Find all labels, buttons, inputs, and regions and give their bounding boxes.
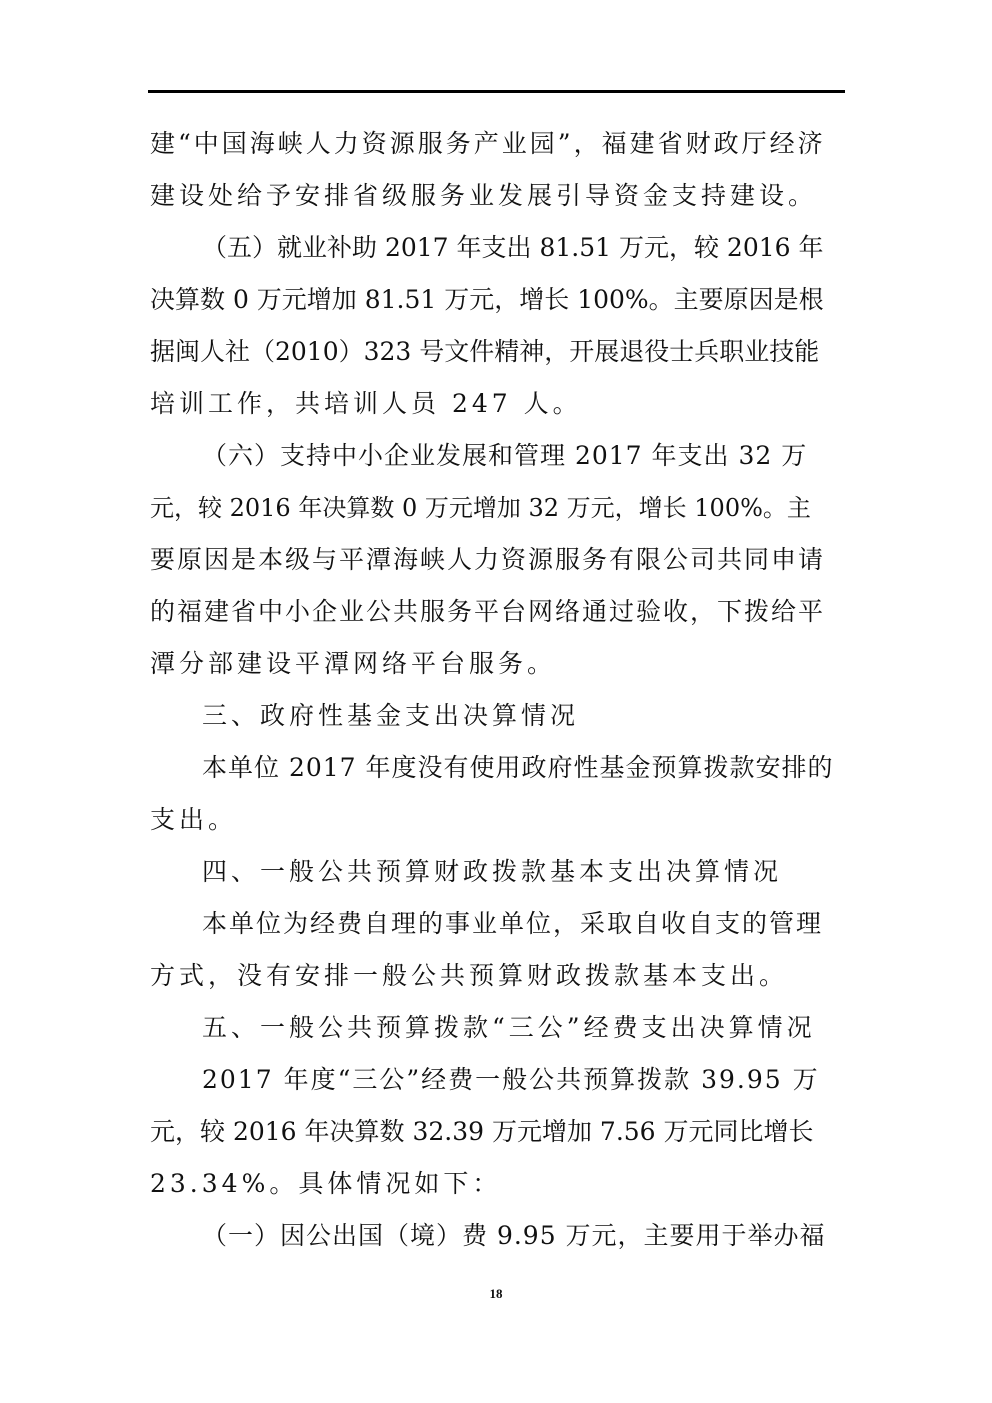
text-line: 要原因是本级与平潭海峡人力资源服务有限公司共同申请	[150, 545, 826, 574]
text-line: 方式，没有安排一般公共预算财政拨款基本支出。	[150, 961, 789, 990]
paragraph-start: 本单位 2017 年度没有使用政府性基金预算拨款安排的	[202, 753, 834, 782]
text-line: 建“中国海峡人力资源服务产业园”，福建省财政厅经济	[150, 129, 826, 158]
section-heading: 四、一般公共预算财政拨款基本支出决算情况	[202, 857, 783, 886]
text-line: 潭分部建设平潭网络平台服务。	[150, 649, 557, 678]
section-heading: 五、一般公共预算拨款“三公”经费支出决算情况	[202, 1013, 816, 1042]
paragraph-start: （六）支持中小企业发展和管理 2017 年支出 32 万	[202, 441, 808, 470]
text-line: 23.34%。具体情况如下：	[150, 1169, 502, 1198]
body-text	[150, 118, 834, 1262]
section-heading: 三、政府性基金支出决算情况	[202, 701, 580, 730]
page-number: 18	[489, 1286, 503, 1301]
header-rule	[148, 90, 845, 93]
text-line: 据闽人社（2010）323 号文件精神，开展退役士兵职业技能	[150, 337, 820, 366]
text-line: 建设处给予安排省级服务业发展引导资金支持建设。	[150, 181, 818, 210]
paragraph-start: 本单位为经费自理的事业单位，采取自收自支的管理	[202, 909, 824, 938]
text-line: 培训工作，共培训人员 247 人。	[150, 389, 582, 418]
text-line: 决算数 0 万元增加 81.51 万元，增长 100%。主要原因是根	[150, 285, 824, 314]
paragraph-start: 2017 年度“三公”经费一般公共预算拨款 39.95 万	[202, 1065, 820, 1094]
text-line: 的福建省中小企业公共服务平台网络通过验收，下拨给平	[150, 597, 826, 626]
paragraph-start: （一）因公出国（境）费 9.95 万元，主要用于举办福	[202, 1221, 826, 1250]
text-line: 元，较 2016 年决算数 32.39 万元增加 7.56 万元同比增长	[150, 1117, 814, 1146]
text-line: 支出。	[150, 805, 238, 834]
text-line: 元，较 2016 年决算数 0 万元增加 32 万元，增长 100%。主	[150, 494, 811, 522]
paragraph-start: （五）就业补助 2017 年支出 81.51 万元，较 2016 年	[202, 233, 824, 262]
